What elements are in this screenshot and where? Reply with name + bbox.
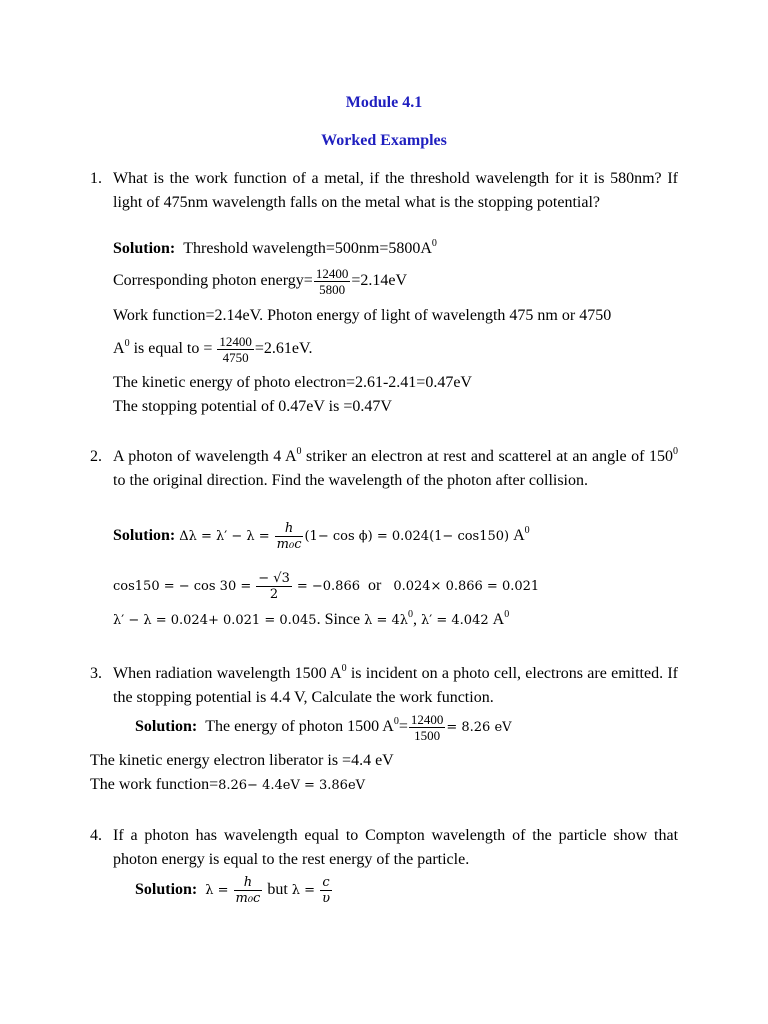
energy-result: =2.14eV: [351, 272, 407, 289]
example-question: [113, 824, 678, 872]
superscript: 0: [504, 609, 510, 620]
denominator: m₀c: [235, 890, 261, 906]
denominator: m₀c: [276, 536, 302, 552]
question-part: emitted. If the stopping potential is 4.4 V, Calculate the work function.: [113, 665, 678, 706]
section-subtitle: Worked Examples: [321, 132, 447, 149]
equation-line-2: [113, 566, 539, 607]
solution-label: Solution:: [135, 718, 198, 735]
kinetic-energy-line: The kinetic energy electron liberator is =4.4 eV: [90, 752, 394, 769]
kinetic-energy-line: The kinetic energy of photo electron=2.61-2.41=0.47eV: [113, 374, 472, 391]
equal-line: [113, 331, 312, 367]
solution-line: [135, 870, 333, 911]
numerator: h: [234, 875, 263, 891]
denominator: 4750: [222, 349, 249, 365]
superscript: 0: [431, 238, 437, 249]
question-part: When radiation wavelength 1500 A: [113, 665, 342, 682]
solution-label: Solution:: [113, 240, 176, 257]
equation-right: = −0.866: [296, 579, 360, 594]
superscript: 0: [296, 446, 302, 457]
energy-line: [113, 263, 407, 299]
example-question: [113, 662, 678, 710]
denominator: υ: [322, 890, 330, 906]
example-number: 3.: [90, 665, 102, 682]
solution-text: Threshold wavelength=500nm=5800A: [183, 240, 432, 257]
equation-right: λ =: [291, 883, 316, 898]
solution-line: [135, 709, 512, 746]
angstrom-text: A: [113, 340, 125, 357]
separator: ,: [413, 611, 418, 628]
work-function-line: [90, 775, 365, 796]
question-part: of 150: [631, 448, 674, 465]
numerator: 12400: [315, 265, 349, 281]
work-function-label: The work function=: [90, 776, 219, 793]
equation-left: λ′ − λ = 0.024+ 0.021 = 0.045: [113, 613, 317, 628]
numerator: − √3: [258, 570, 290, 586]
solution-line: [113, 239, 437, 259]
question-part: that photon energy is equal to the rest energy of the particle.: [113, 827, 679, 868]
fraction: [234, 875, 263, 906]
module-title: Module 4.1: [345, 94, 423, 111]
denominator: 2: [269, 586, 279, 602]
equals: =: [398, 718, 408, 735]
numerator: h: [275, 521, 304, 537]
unit: A: [513, 527, 525, 544]
fraction: [275, 521, 304, 552]
since-text: . Since: [316, 611, 361, 628]
solution-text: The energy of photon 1500 A: [205, 718, 394, 735]
equal-text: is equal to =: [133, 340, 213, 357]
fraction: [409, 712, 446, 743]
equation-right: λ′ = 4.042: [421, 613, 489, 628]
solution-label: Solution:: [113, 527, 176, 544]
superscript: 0: [408, 609, 414, 620]
equation-mid: λ = 4λ: [364, 613, 409, 628]
fraction: [314, 266, 351, 297]
stopping-potential-line: The stopping potential of 0.47eV is =0.47V: [113, 398, 392, 415]
example-question: [113, 445, 678, 493]
denominator: 1500: [414, 727, 441, 743]
example-number: 4.: [90, 827, 102, 844]
unit: A: [492, 611, 505, 628]
superscript: 0: [673, 446, 679, 457]
solution-result: = 8.26 eV: [446, 720, 512, 735]
numerator: c: [320, 875, 332, 891]
superscript: 0: [524, 525, 530, 536]
superscript: 0: [124, 338, 130, 349]
equation-calc: 0.024× 0.866 = 0.021: [393, 579, 540, 594]
numerator: 12400: [410, 711, 444, 727]
solution-label: Solution:: [135, 881, 198, 898]
example-number: 2.: [90, 448, 102, 465]
denominator: 5800: [319, 281, 346, 297]
superscript: 0: [341, 663, 347, 674]
superscript: 0: [393, 716, 399, 727]
equal-result: =2.61eV.: [254, 340, 313, 357]
fraction: [256, 571, 292, 602]
fraction: [320, 875, 332, 906]
equation-left: Δλ = λ′ − λ =: [179, 529, 270, 544]
equation-left: cos150 = − cos 30 =: [113, 579, 252, 594]
fraction: [217, 334, 254, 365]
question-part: If a photon has wavelength equal to Compton wavelength of the particle show: [113, 827, 648, 844]
but-text: but: [267, 881, 288, 898]
equation-left: λ =: [205, 883, 229, 898]
question-part: A photon of wavelength 4 A: [113, 448, 297, 465]
or-text: or: [368, 577, 382, 594]
question-part: striker an electron at rest and scatterel at an angle: [306, 448, 627, 465]
question-part: is incident on a photo cell, electrons are: [350, 665, 607, 682]
energy-label: Corresponding photon energy=: [113, 272, 313, 289]
equation-line-1: [113, 516, 530, 557]
example-question: What is the work function of a metal, if the threshold wavelength for it is 580nm? If light of 475nm wavelength falls on the metal what is the stopping potential?: [113, 170, 678, 211]
numerator: 12400: [219, 333, 252, 349]
work-function-eq: 8.26− 4.4eV = 3.86eV: [218, 778, 366, 793]
work-function-line: Work function=2.14eV. Photon energy of light of wavelength 475 nm or 4750: [113, 307, 612, 324]
equation-right: (1− cos ϕ) = 0.024(1− cos150): [304, 529, 510, 544]
equation-line-3: [113, 610, 509, 631]
question-part: to the original direction. Find the wavelength of the photon after collision.: [113, 472, 588, 489]
example-number: 1.: [90, 170, 102, 187]
